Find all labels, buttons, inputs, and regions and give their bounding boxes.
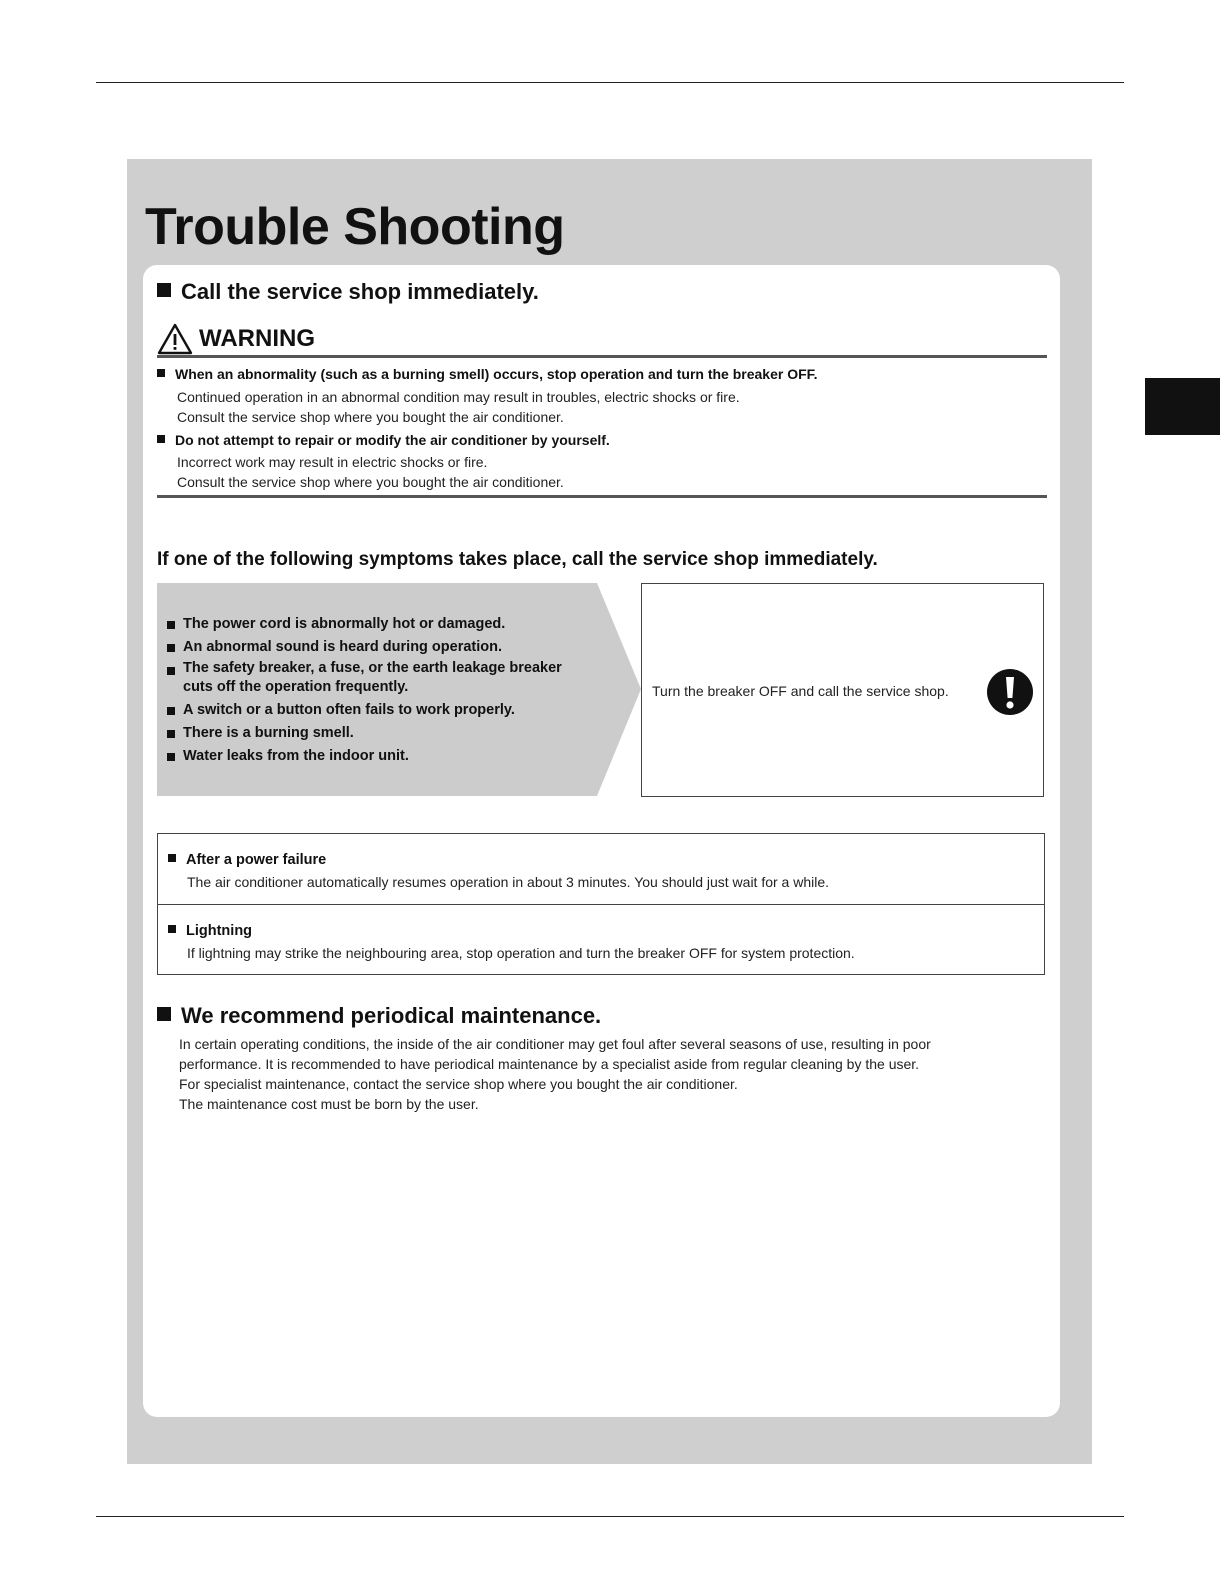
warning-item-2-line-2: Consult the service shop where you bought the air conditioner.: [177, 474, 564, 490]
list-item: Water leaks from the indoor unit.: [167, 745, 593, 768]
warning-item-2: [157, 432, 610, 448]
note-power-failure-head: [168, 852, 326, 868]
maintenance-line-2: performance. It is recommended to have periodical maintenance by a specialist aside from regular cleaning by the user.: [179, 1056, 920, 1072]
square-bullet-icon: [168, 854, 176, 862]
symptoms-arrow-box: [157, 583, 642, 796]
note-lightning-head: [168, 923, 252, 939]
warning-item-1-line-2: Consult the service shop where you bought the air conditioner.: [177, 409, 564, 425]
call-section-heading-text: Call the service shop immediately.: [181, 279, 539, 304]
square-bullet-icon: [157, 369, 165, 377]
note-lightning: [158, 904, 1044, 975]
warning-item-1-line-1: Continued operation in an abnormal condition may result in troubles, electric shocks or fire.: [177, 389, 740, 405]
list-item: A switch or a button often fails to work properly.: [167, 699, 593, 722]
square-bullet-icon: [157, 435, 165, 443]
warning-bottom-rule: [157, 495, 1047, 498]
maintenance-heading: [157, 1003, 601, 1029]
warning-item-1-head: When an abnormality (such as a burning smell) occurs, stop operation and turn the breaker OFF.: [175, 366, 818, 382]
note-lightning-text: If lightning may strike the neighbouring area, stop operation and turn the breaker OFF for system protection.: [187, 945, 855, 961]
symptoms-list: [167, 613, 593, 768]
note-power-failure-text: The air conditioner automatically resumes operation in about 3 minutes. You should just wait for a while.: [187, 874, 830, 890]
action-box: [641, 583, 1044, 797]
section-tab-marker: [1145, 378, 1220, 435]
exclamation-icon: [986, 668, 1034, 716]
note-power-failure-title: After a power failure: [186, 852, 327, 868]
list-item: The safety breaker, a fuse, or the earth leakage breaker cuts off the operation frequently.: [167, 659, 593, 697]
trouble-shooting-panel: [127, 159, 1092, 1464]
maintenance-line-3: For specialist maintenance, contact the service shop where you bought the air conditioner.: [179, 1076, 738, 1092]
warning-item-2-head: Do not attempt to repair or modify the air conditioner by yourself.: [175, 432, 610, 448]
warning-item-2-line-1: Incorrect work may result in electric shocks or fire.: [177, 454, 488, 470]
page-title: Trouble Shooting: [145, 198, 565, 256]
warning-heading: [157, 323, 315, 355]
note-power-failure: [158, 834, 1044, 904]
footer-rule: [96, 1516, 1124, 1517]
maintenance-line-1: In certain operating conditions, the inside of the air conditioner may get foul after several seasons of use, resulting in poor: [179, 1036, 931, 1052]
list-item: The power cord is abnormally hot or damaged.: [167, 613, 593, 636]
notes-box: [157, 833, 1045, 975]
list-item: There is a burning smell.: [167, 722, 593, 745]
warning-top-rule: [157, 355, 1047, 358]
maintenance-heading-text: We recommend periodical maintenance.: [181, 1003, 602, 1028]
content-card: [143, 265, 1060, 1417]
action-text: Turn the breaker OFF and call the service shop.: [652, 683, 949, 699]
note-lightning-title: Lightning: [186, 923, 253, 939]
square-bullet-icon: [157, 283, 171, 297]
warning-item-1: [157, 366, 818, 382]
call-section-heading: [157, 279, 539, 305]
square-bullet-icon: [157, 1007, 171, 1021]
maintenance-line-4: The maintenance cost must be born by the user.: [179, 1096, 479, 1112]
warning-triangle-icon: [157, 323, 193, 355]
list-item: An abnormal sound is heard during operation.: [167, 636, 593, 659]
symptoms-intro: If one of the following symptoms takes place, call the service shop immediately.: [157, 549, 878, 570]
header-rule: [96, 82, 1124, 83]
warning-label: WARNING: [199, 325, 315, 352]
square-bullet-icon: [168, 925, 176, 933]
